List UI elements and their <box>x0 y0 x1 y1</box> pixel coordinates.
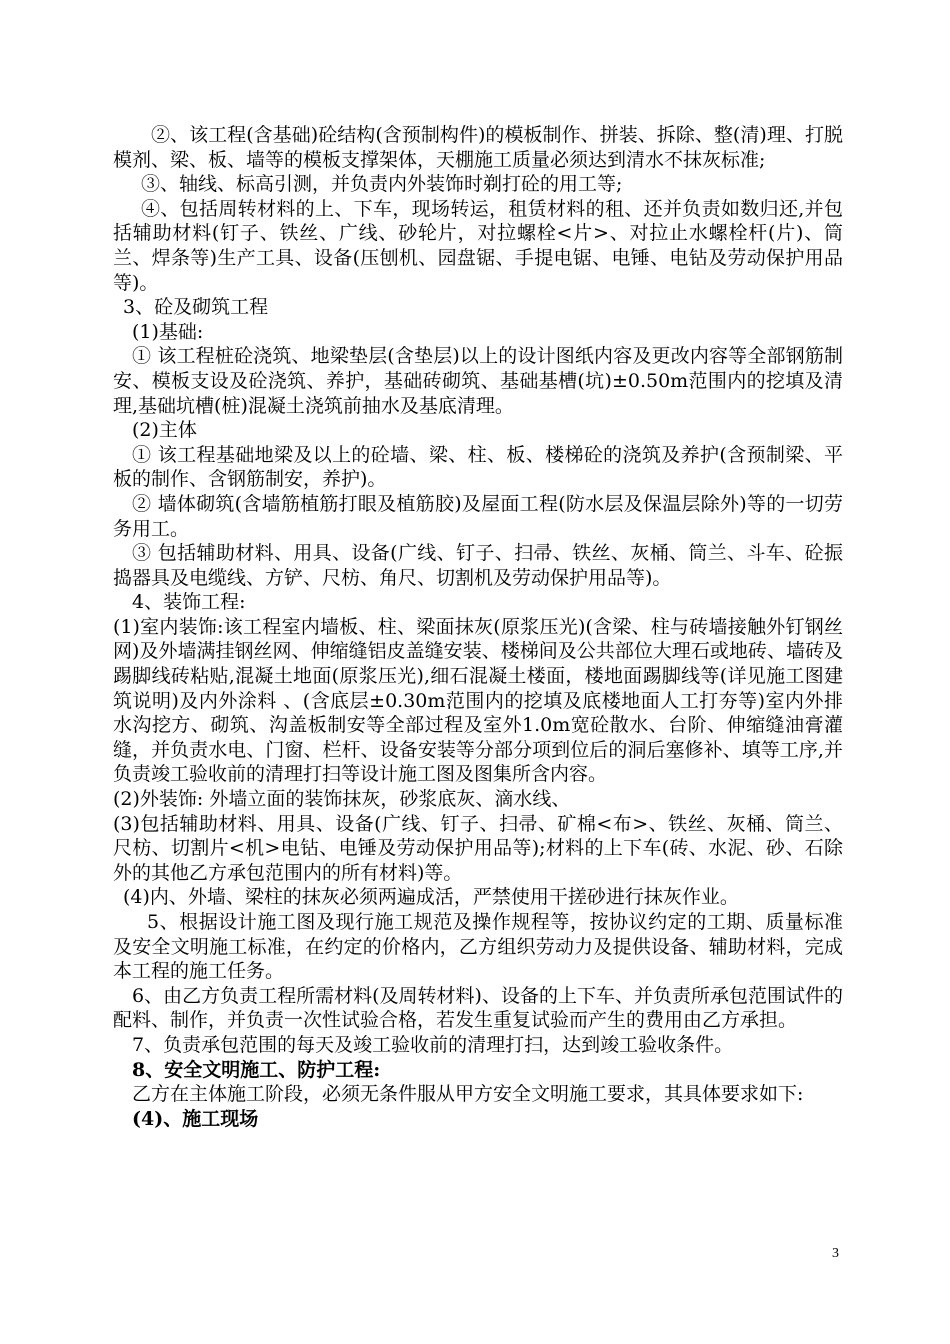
paragraph-material-handling: 6、由乙方负责工程所需材料(及周转材料)、设备的上下车、并负责所承包范围试件的配料、制作，并负责一次性试验合格，若发生重复试验而产生的费用由乙方承担。 <box>113 984 843 1032</box>
paragraph-construction-task: 5、根据设计施工图及现行施工规范及操作规程等，按协议约定的工期、质量标准及安全文明施工标准，在约定的价格内，乙方组织劳动力及提供设备、辅助材料，完成本工程的施工任务。 <box>113 911 843 983</box>
paragraph-cleaning: 7、负责承包范围的每天及竣工验收前的清理打扫，达到竣工验收条件。 <box>132 1033 734 1056</box>
paragraph-materials: ④、包括周转材料的上、下车，现场转运，租赁材料的租、还并负责如数归还,并包括辅助材料(钉子、铁丝、广线、砂轮片，对拉螺栓<片>、对拉止水螺栓杆(片)、筒兰、焊条等)生产工具、设备(压刨机、园盘锯、手提电锯、电锤、电钻及劳动保护用品等)。 <box>113 197 843 294</box>
paragraph-decoration-materials: (3)包括辅助材料、用具、设备(广线、钉子、扫帚、矿棉<布>、铁丝、灰桶、筒兰、尺枋、切割片<机>电钻、电锤及劳动保护用品等);材料的上下车(砖、水泥、砂、石除外的其他乙方承包范围内的所有材料)等。 <box>113 812 843 884</box>
paragraph-masonry: ② 墙体砌筑(含墙筋植筋打眼及植筋胶)及屋面工程(防水层及保温层除外)等的一切劳务用工。 <box>113 492 843 540</box>
paragraph-safety-requirements: 乙方在主体施工阶段，必须无条件服从甲方安全文明施工要求，其具体要求如下: <box>132 1083 804 1106</box>
paragraph-formwork: ②、该工程(含基础)砼结构(含预制构件)的模板制作、拼装、拆除、整(清)理、打脱模剂、梁、板、墙等的模板支撑架体，天棚施工质量必须达到清水不抹灰标准; <box>113 124 843 171</box>
paragraph-interior-decoration: (1)室内装饰:该工程室内墙板、柱、梁面抹灰(原浆压光)(含梁、柱与砖墙接触外钉钢丝网)及外墙满挂钢丝网、伸缩缝铝皮盖缝安装、楼梯间及公共部位大理石或地砖、墙砖及踢脚线砖粘贴,混凝土地面(原浆压光),细石混凝土楼面，楼地面踢脚线等(详见施工图建筑说明)及内外涂料 、(含底层±0.30m范围内的挖填及底楼地面人工打夯等)室内外排水沟挖方、砌筑、沟盖板制安等全部过程及室外1.0m宽砼散水、台阶、伸缩缝油膏灌缝，并负责水电、门窗、栏杆、设备安装等分部分项到位后的洞后塞修补、填等工序,并负责竣工验收前的清理打扫等设计施工图及图集所含内容。 <box>113 615 843 786</box>
subheading-main-structure: (2)主体 <box>132 419 197 442</box>
paragraph-auxiliary-materials: ③ 包括辅助材料、用具、设备(广线、钉子、扫帚、铁丝、灰桶、筒兰、斗车、砼振捣器具及电缆线、方铲、尺枋、角尺、切割机及劳动保护用品等)。 <box>113 542 843 589</box>
paragraph-axis-survey: ③、轴线、标高引测，并负责内外装饰时剃打砼的用工等; <box>141 173 623 196</box>
subheading-foundation: (1)基础: <box>132 320 204 343</box>
body-text <box>113 123 843 1131</box>
heading-concrete-masonry: 3、砼及砌筑工程 <box>123 296 269 319</box>
heading-construction-site: (4)、施工现场 <box>132 1107 259 1130</box>
page-number: 3 <box>832 1246 839 1261</box>
heading-safety: 8、安全文明施工、防护工程: <box>132 1058 381 1081</box>
paragraph-plastering: (4)内、外墙、梁柱的抹灰必须两遍成活，严禁使用干搓砂进行抹灰作业。 <box>123 886 739 909</box>
paragraph-foundation: ① 该工程桩砼浇筑、地梁垫层(含垫层)以上的设计图纸内容及更改内容等全部钢筋制安、模板支设及砼浇筑、养护，基础砖砌筑、基础基槽(坑)±0.50m范围内的挖填及清理,基础坑槽(桩)混凝土浇筑前抽水及基底清理。 <box>113 345 843 417</box>
paragraph-exterior-decoration: (2)外装饰: 外墙立面的装饰抹灰，砂浆底灰、滴水线、 <box>113 788 571 811</box>
paragraph-main-structure: ① 该工程基础地梁及以上的砼墙、梁、柱、板、楼梯砼的浇筑及养护(含预制梁、平板的制作、含钢筋制安，养护)。 <box>113 443 843 491</box>
heading-decoration: 4、装饰工程: <box>132 591 246 614</box>
